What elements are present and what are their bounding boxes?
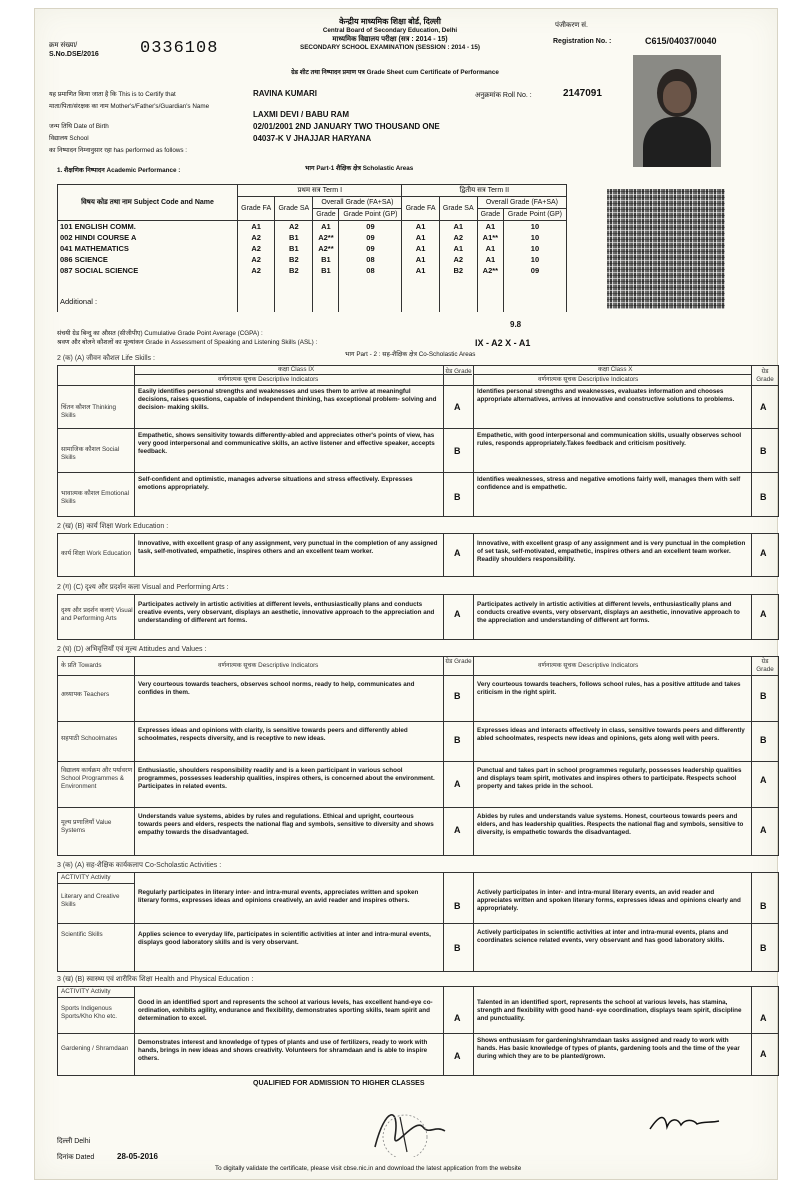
exam-name: SECONDARY SCHOOL EXAMINATION (SESSION : 2014 - 15)	[300, 44, 480, 51]
parents-names: LAXMI DEVI / BABU RAM	[253, 110, 349, 119]
grade-cell: A1	[238, 221, 275, 233]
table-row	[58, 243, 567, 254]
academic-table	[57, 184, 567, 312]
attitudes-label: 2 (घ) (D) अभिवृत्तियाँ एवं मूल्य Attitudes and Values :	[57, 646, 207, 653]
row-label: Sports Indigenous Sports/Kho Kho etc.	[61, 1005, 118, 1020]
grade-cell: B1	[313, 265, 339, 276]
grade-class10: A	[760, 1049, 767, 1059]
visual-arts-table	[57, 594, 779, 640]
descriptor-class9: Expresses ideas and opinions with clarity, is sensitive towards peers and differently abled schoolmates, respects diversity, and is receptive to new ideas.	[138, 727, 408, 742]
grade-point-cell: 10	[503, 254, 566, 265]
grade-class10: A	[760, 548, 767, 558]
descriptor-class9: Very courteous towards teachers, observes school norms, ready to help, communicates and confides in them.	[138, 681, 415, 696]
activity-group-header: ACTIVITY Activity	[61, 988, 111, 995]
cgpa-label: संचयी ग्रेड बिन्दु का औसत (सीजीपीए) Cumulative Grade Point Average (CGPA) :	[57, 330, 263, 337]
desc-header: वर्णनात्मक सूचक Descriptive Indicators	[538, 662, 639, 669]
t2-gp-header: Grade Point (GP)	[503, 209, 566, 221]
board-name-hindi: केन्द्रीय माध्यमिक शिक्षा बोर्ड, दिल्ली	[339, 17, 441, 26]
grade-cell: B2	[275, 265, 313, 276]
descriptor-class9: Good in an identified sport and represents the school at various levels, has excellent hand-eye co-ordination, exhibits agility, endurance and flexibility, demonstrates sporting skills, team spirit and determination to excel.	[138, 999, 433, 1022]
grade-cell: B1	[275, 243, 313, 254]
grade-cell: A1	[402, 221, 439, 233]
row-label: अध्यापक Teachers	[61, 691, 110, 698]
principal-signature	[645, 1109, 725, 1139]
coscholastic-label: 3 (क) (A) सह-शैक्षिक कार्यकलाप Co-Scholastic Activities :	[57, 862, 222, 869]
grade-class10: B	[760, 735, 767, 745]
descriptor-class9: Empathetic, shows sensitivity towards differently-abled and appreciates other's points of view, has very good interpersonal and communicative skills, an active listener and effective speaker, accepts feedback.	[138, 432, 435, 455]
subject-name: 101 ENGLISH COMM.	[58, 221, 238, 233]
additional-label: Additional :	[58, 276, 238, 312]
health-label: 3 (ख) (B) स्वास्थ्य एवं शारीरिक शिक्षा Health and Physical Education :	[57, 976, 254, 983]
grade-cell: A2	[238, 254, 275, 265]
parent-label: माता/पिता/संरक्षक का नाम Mother's/Father's/Guardian's Name	[49, 103, 210, 110]
grade-cell: A1	[439, 221, 477, 233]
descriptor-class10: Actively participates in scientific activities at inter and intra-mural events, plans and coordinates science related events, very observant and has good laboratory skills.	[477, 929, 729, 944]
cgpa-value: 9.8	[510, 320, 522, 329]
towards-header: के प्रति Towards	[61, 662, 102, 669]
performed-label: का निष्पादन निम्नानुसार रहा has performed as follows :	[49, 147, 188, 154]
grade-class9: B	[454, 901, 461, 911]
reg-label-hindi: पंजीकरण सं.	[555, 22, 588, 29]
descriptor-class10: Very courteous towards teachers, follows school rules, has a positive attitude and takes criticism in the right spirit.	[477, 681, 741, 696]
subject-name: 002 HINDI COURSE A	[58, 232, 238, 243]
descriptor-class10: Shows enthusiasm for gardening/shramdaan tasks assigned and ready to work with hands. Has basic knowledge of types of plants, gardening tools and the time of the year during which they are to be planted/grown.	[477, 1037, 740, 1060]
row-label: भावात्मक कौशल Emotional Skills	[61, 490, 130, 505]
grade-class9: A	[454, 1013, 461, 1023]
grade-sheet-certificate	[34, 8, 778, 1180]
grade-cell: A2	[439, 254, 477, 265]
sheet-title: ग्रेड शीट तथा निष्पादन प्रमाण पत्र Grade Sheet cum Certificate of Performance	[291, 69, 499, 76]
asl-grades: IX - A2 X - A1	[475, 338, 531, 348]
grade-cell: A1**	[477, 232, 503, 243]
table-row	[58, 254, 567, 265]
grade-class9: A	[454, 1051, 461, 1061]
exam-name-hindi: माध्यमिक विद्यालय परीक्षा (सत्र : 2014 - 15)	[332, 36, 448, 43]
grade-cell: A2	[238, 232, 275, 243]
t2-grade-header: Grade	[477, 209, 503, 221]
work-education-label: 2 (ख) (B) कार्य शिक्षा Work Education :	[57, 523, 169, 530]
descriptor-class10: Participates actively in artistic activities at different levels, enthusiastically plans and conducts creative events, very observant, displays an aesthetic, innovative approach to the appreciation and understanding of different art forms.	[477, 601, 740, 624]
grade-point-cell: 10	[503, 243, 566, 254]
academic-section-label: 1. शैक्षणिक निष्पादन Academic Performance :	[57, 167, 181, 174]
class10-header: कक्षा Class X	[598, 366, 633, 373]
descriptor-class10: Innovative, with excellent grasp of any assignment and is very punctual in the completion of set task, self-motivated, empathetic, inspires others and an excellent team worker. Readily shoulders responsibility.	[477, 540, 746, 563]
activity-group-header: ACTIVITY Activity	[61, 874, 111, 881]
t2-sa-header: Grade SA	[439, 197, 477, 221]
grade-header: ग्रेड Grade	[756, 368, 774, 383]
part2-title: भाग Part - 2 : सह-शैक्षिक क्षेत्र Co-Scholastic Areas	[345, 351, 476, 358]
date-label: दिनांक Dated	[57, 1154, 95, 1161]
roll-label: अनुक्रमांक Roll No. :	[475, 92, 532, 99]
grade-class9: A	[454, 779, 461, 789]
issue-date: 28-05-2016	[117, 1152, 158, 1161]
part1-title: भाग Part-1 शैक्षिक क्षेत्र Scholastic Areas	[305, 165, 414, 172]
descriptor-class9: Regularly participates in literary inter- and intra-mural events, appreciates written and spoken literary forms, expresses ideas and opinions creatively, an avid reader and inspires others.	[138, 889, 419, 904]
t1-sa-header: Grade SA	[275, 197, 313, 221]
grade-class10: A	[760, 609, 767, 619]
row-label: कार्य शिक्षा Work Education	[61, 550, 132, 557]
subject-header: विषय कोड तथा नाम Subject Code and Name	[58, 185, 238, 221]
descriptor-class10: Abides by rules and understands value systems. Honest, courteous towards peers and elders, and has leadership qualities. Respects the national flag and symbols, sensitive to diversity, is empathetic towards the disadvantaged.	[477, 813, 744, 836]
grade-cell: A1	[402, 243, 439, 254]
registration-number: C615/04037/0040	[645, 36, 717, 46]
grade-cell: A1	[313, 221, 339, 233]
grade-cell: A1	[439, 243, 477, 254]
school-label: विद्यालय School	[49, 135, 89, 142]
grade-cell: A1	[402, 254, 439, 265]
visual-arts-label: 2 (ग) (C) दृश्य और प्रदर्शन कला Visual and Performing Arts :	[57, 584, 229, 591]
grade-class10: B	[760, 901, 767, 911]
reg-label: Registration No. :	[553, 38, 612, 45]
work-education-table	[57, 533, 779, 577]
grade-header: ग्रेड Grade	[756, 658, 774, 673]
grade-point-cell: 09	[339, 221, 402, 233]
grade-cell: A1	[402, 265, 439, 276]
grade-cell: A2**	[313, 232, 339, 243]
grade-class9: A	[454, 825, 461, 835]
descriptor-class9: Understands value systems, abides by rules and regulations. Ethical and upright, courteous towards peers and elders, respects the national flag and symbols, sensitive to diversity and shows empathy towards the disadvantaged.	[138, 813, 434, 836]
row-label: सामाजिक कौशल Social Skills	[61, 446, 120, 461]
descriptor-class10: Expresses ideas and interacts effectively in class, sensitive towards peers and differently abled schoolmates, respects new ideas and opinions, gets along well with peers.	[477, 727, 745, 742]
grade-cell: B2	[275, 254, 313, 265]
grade-class9: A	[454, 402, 461, 412]
table-row	[58, 276, 567, 312]
descriptor-class10: Empathetic, with good interpersonal and communication skills, usually observes school rules, responds appropriately.Takes feedback and criticism positively.	[477, 432, 742, 447]
descriptor-class10: Talented in an identified sport, represents the school at various levels, has stamina, strength and flexibility with good hand- eye coordination, displays team spirit, discipline and punctuality.	[477, 999, 742, 1022]
activities-table	[57, 872, 779, 972]
desc-header: वर्णनात्मक सूचक Descriptive Indicators	[538, 376, 639, 383]
grade-class10: A	[760, 402, 767, 412]
grade-point-cell: 08	[339, 254, 402, 265]
row-label: सहपाठी Schoolmates	[61, 735, 118, 742]
grade-cell: A1	[477, 221, 503, 233]
dob-label: जन्म तिथि Date of Birth	[49, 123, 109, 130]
result-status: QUALIFIED FOR ADMISSION TO HIGHER CLASSES	[253, 1080, 425, 1087]
grade-cell: A1	[402, 232, 439, 243]
desc-header: वर्णनात्मक सूचक Descriptive Indicators	[218, 662, 319, 669]
grade-cell: B1	[275, 232, 313, 243]
subject-name: 087 SOCIAL SCIENCE	[58, 265, 238, 276]
descriptor-class10: Identifies weaknesses, stress and negative emotions fairly well, manages them with self confidence and is empathetic.	[477, 476, 741, 491]
table-row	[58, 265, 567, 276]
grade-class9: B	[454, 943, 461, 953]
grade-header: ग्रेड Grade	[445, 658, 472, 665]
controller-signature	[345, 1097, 465, 1157]
grade-cell: A2**	[477, 265, 503, 276]
grade-class9: B	[454, 691, 461, 701]
serial-label: क्रम संख्या/ S.No.DSE/2016	[49, 42, 99, 58]
descriptor-class10: Actively participates in inter- and intra-mural literary events, an avid reader and appreciates written and spoken literary forms, expresses ideas and opinions clearly and appropriately.	[477, 889, 741, 912]
grade-header: ग्रेड Grade	[445, 368, 472, 375]
health-table	[57, 986, 779, 1076]
roll-number: 2147091	[563, 88, 602, 99]
grade-class9: B	[454, 492, 461, 502]
certify-label: यह प्रमाणित किया जाता है कि This is to Certify that	[49, 91, 176, 98]
grade-cell: A2	[275, 221, 313, 233]
grade-class10: B	[760, 492, 767, 502]
grade-cell: B2	[439, 265, 477, 276]
grade-point-cell: 09	[503, 265, 566, 276]
place-label: दिल्ली Delhi	[57, 1138, 91, 1145]
validation-note: To digitally validate the certificate, please visit cbse.nic.in and download the latest application from the website	[215, 1165, 522, 1172]
grade-point-cell: 09	[339, 243, 402, 254]
subject-name: 041 MATHEMATICS	[58, 243, 238, 254]
descriptor-class9: Innovative, with excellent grasp of any assignment, very punctual in the completion of any assigned task, self-motivated, empathetic, inspires others and an excellent team worker.	[138, 540, 438, 555]
grade-cell: B1	[313, 254, 339, 265]
grade-cell: A1	[477, 243, 503, 254]
row-label: Literary and Creative Skills	[61, 893, 120, 908]
student-photo	[633, 55, 721, 167]
t2-fa-header: Grade FA	[402, 197, 439, 221]
life-skills-table	[57, 365, 779, 517]
desc-header: वर्णनात्मक सूचक Descriptive Indicators	[218, 376, 319, 383]
row-label: मूल्य प्रणालियाँ Value Systems	[61, 819, 112, 834]
row-label: Scientific Skills	[61, 931, 103, 938]
term1-header: प्रथम सत्र Term I	[238, 185, 402, 197]
term2-header: द्वितीय सत्र Term II	[402, 185, 567, 197]
descriptor-class9: Easily identifies personal strengths and weaknesses and uses them to arrive at meaningful decisions, raises questions, capable of independent thinking, has exceptional problem- solving and decision- making skills.	[138, 388, 437, 411]
asl-label: श्रवण और बोलने कौशलों का मूल्यांकन Grade in Assessment of Speaking and Listening Skills (ASL) :	[57, 339, 318, 346]
row-label: चिंतन कौशल Thinking Skills	[61, 404, 117, 419]
grade-point-cell: 10	[503, 232, 566, 243]
class9-header: कक्षा Class IX	[278, 366, 315, 373]
t1-grade-header: Grade	[313, 209, 339, 221]
grade-class10: A	[760, 1013, 767, 1023]
descriptor-class10: Punctual and takes part in school programmes regularly, possesses leadership qualities and displays team spirit, motivates and inspires others to participate. Respects school property and takes pride in the school.	[477, 767, 742, 790]
descriptor-class9: Applies science to everyday life, participates in scientific activities at inter and intra-mural events, displays good laboratory skills and is very observant.	[138, 931, 431, 946]
grade-point-cell: 09	[339, 232, 402, 243]
descriptor-class10: Identifies personal strengths and weaknesses, evaluates information and chooses appropriate alternatives, arrives at innovative and constructive solutions to problems.	[477, 388, 735, 403]
board-heading	[235, 17, 545, 52]
grade-point-cell: 08	[339, 265, 402, 276]
subject-name: 086 SCIENCE	[58, 254, 238, 265]
grade-class10: B	[760, 691, 767, 701]
grade-cell: A2	[238, 243, 275, 254]
grade-class10: A	[760, 825, 767, 835]
school-name: 04037-K V JHAJJAR HARYANA	[253, 134, 372, 143]
t1-gp-header: Grade Point (GP)	[339, 209, 402, 221]
attitudes-table	[57, 656, 779, 856]
grade-class9: A	[454, 548, 461, 558]
descriptor-class9: Demonstrates interest and knowledge of types of plants and use of fertilizers, ready to work with hands, brings in new ideas and shows creativity. Volunteers for shramdaan and is able to inspire others.	[138, 1039, 428, 1062]
descriptor-class9: Participates actively in artistic activities at different levels, enthusiastically plans and conducts creative events, very observant, displays an aesthetic, innovative approach to the appreciation and understanding of different art forms.	[138, 601, 435, 624]
row-label: दृश्य और प्रदर्शन कलाएं Visual and Performing Arts	[61, 607, 133, 622]
grade-cell: A2**	[313, 243, 339, 254]
grade-class9: B	[454, 735, 461, 745]
grade-cell: A1	[477, 254, 503, 265]
grade-class10: B	[760, 943, 767, 953]
grade-point-cell: 10	[503, 221, 566, 233]
t1-overall-header: Overall Grade (FA+SA)	[313, 197, 402, 209]
t1-fa-header: Grade FA	[238, 197, 275, 221]
descriptor-class9: Self-confident and optimistic, manages adverse situations and stress effectively. Expresses emotions appropriately.	[138, 476, 413, 491]
life-skills-label: 2 (क) (A) जीवन कौशल Life Skills :	[57, 355, 155, 362]
grade-class9: A	[454, 609, 461, 619]
student-name: RAVINA KUMARI	[253, 89, 317, 98]
grade-cell: A2	[439, 232, 477, 243]
row-label: विद्यालय कार्यक्रम और पर्यावरण School Programmes & Environment	[61, 767, 133, 790]
grade-cell: A2	[238, 265, 275, 276]
serial-number: 0336108	[140, 39, 219, 58]
board-name: Central Board of Secondary Education, Delhi	[322, 27, 458, 34]
date-of-birth: 02/01/2001 2ND JANUARY TWO THOUSAND ONE	[253, 122, 440, 131]
descriptor-class9: Enthusiastic, shoulders responsibility readily and is a keen participant in various school programmes, possesses leadership qualities, inspires others, is concerned about the environment. Participates in related events.	[138, 767, 435, 790]
t2-overall-header: Overall Grade (FA+SA)	[477, 197, 566, 209]
grade-class10: A	[760, 775, 767, 785]
grade-class9: B	[454, 446, 461, 456]
table-row	[58, 232, 567, 243]
row-label: Gardening / Shramdaan	[61, 1045, 129, 1052]
grade-class10: B	[760, 446, 767, 456]
table-row	[58, 221, 567, 233]
